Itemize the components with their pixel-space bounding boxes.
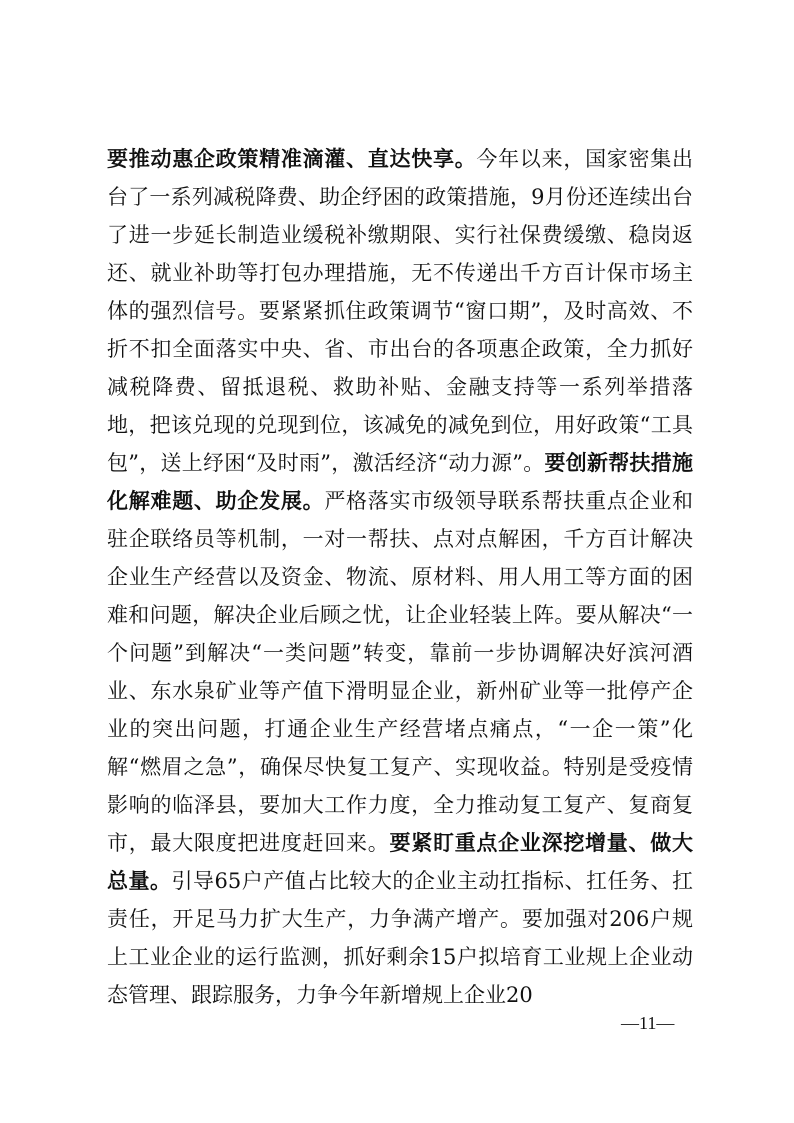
heading-assistance-measures: 要创新帮扶措施化解难题、助企发展。	[107, 451, 693, 513]
body-text	[107, 140, 693, 1014]
text-policy-delivery: 今年以来，国家密集出台了一系列减税降费、助企纾困的政策措施，9月份还连续出台了进一步延长制造业缓税补缴期限、实行社保费缓缴、稳岗返还、就业补助等打包办理措施，无不传递出千方百计保市场主体的强烈信号。要紧紧抓住政策调节“窗口期”，及时高效、不折不扣全面落实中央、省、市出台的各项惠企政策，全力抓好减税降费、留抵退税、救助补贴、金融支持等一系列举措落地，把该兑现的兑现到位，该减免的减免到位，用好政策“工具包”，送上纾困“及时雨”，激活经济“动力源”。	[107, 147, 693, 475]
paragraph	[107, 140, 693, 1014]
text-key-enterprises: 引导65户产值占比较大的企业主动扛指标、扛任务、扛责任，开足马力扩大生产，力争满产增产。要加强对206户规上工业企业的运行监测，抓好剩余15户拟培育工业规上企业动态管理、跟踪服务，力争今年新增规上企业20	[107, 869, 693, 1007]
text-assistance-measures: 严格落实市级领导联系帮扶重点企业和驻企联络员等机制，一对一帮扶、点对点解困，千方百计解决企业生产经营以及资金、物流、原材料、用人用工等方面的困难和问题，解决企业后顾之忧，让企业轻装上阵。要从解决“一个问题”到解决“一类问题”转变，靠前一步协调解决好滨河酒业、东水泉矿业等产值下滑明显企业，新州矿业等一批停产企业的突出问题，打通企业生产经营堵点痛点，“一企一策”化解“燃眉之急”，确保尽快复工复产、实现收益。特别是受疫情影响的临泽县，要加大工作力度，全力推动复工复产、复商复市，最大限度把进度赶回来。	[107, 489, 694, 855]
heading-policy-delivery: 要推动惠企政策精准滴灌、直达快享。	[107, 147, 477, 171]
heading-key-enterprises: 要紧盯重点企业深挖增量、做大总量。	[107, 831, 693, 893]
page-number: —11—	[621, 1013, 675, 1033]
